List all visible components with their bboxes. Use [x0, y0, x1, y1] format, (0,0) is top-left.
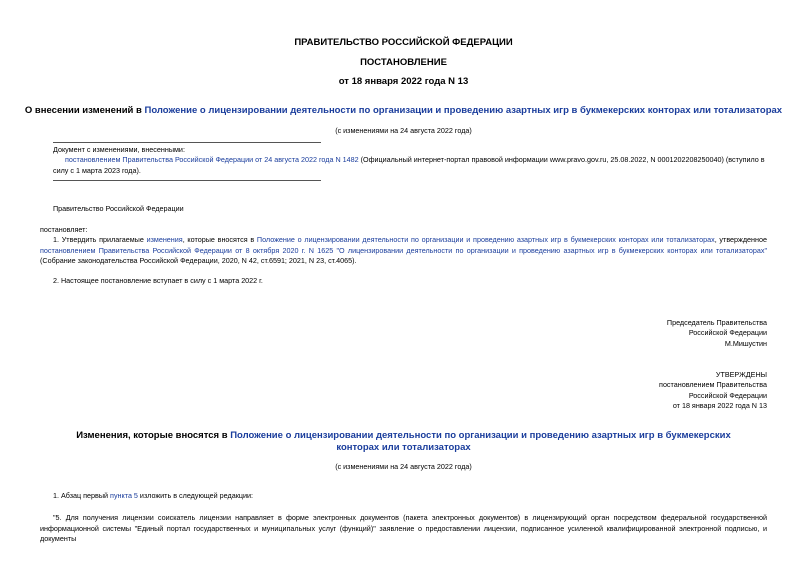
signature-name: М.Мишустин	[724, 339, 767, 348]
decree-1625-link[interactable]: постановлением Правительства Российской Федерации от 8 октября 2020 г. N 1625 "О лицензировании деятельности по организации и проведению азартных игр в букмекерских конторах или тотализаторах"	[40, 245, 767, 255]
changes-box-label: Документ с изменениями, внесенными:	[53, 145, 185, 154]
changes-box-top-rule	[53, 142, 321, 143]
changes-box-rest: (Официальный интернет-портал правовой информации www.pravo.gov.ru, 25.08.2022, N 0001202208250040) (вступило в силу с 1 марта 2023 года).	[53, 155, 765, 175]
changes-box-text	[53, 155, 767, 176]
paragraph-2: 2. Настоящее постановление вступает в силу с 1 марта 2022 г.	[53, 276, 263, 285]
amendment-note: (с изменениями на 24 августа 2022 года)	[335, 126, 472, 135]
approved-heading: УТВЕРЖДЕНЫ	[715, 370, 767, 379]
title-prefix: О внесении изменений в	[24, 105, 145, 116]
title-regulation-link[interactable]: Положение о лицензировании деятельности по организации и проведению азартных игр в букмекерских конторах или тотализаторах	[144, 105, 783, 116]
document-title	[0, 105, 807, 116]
government-heading: ПРАВИТЕЛЬСТВО РОССИЙСКОЙ ФЕДЕРАЦИИ	[294, 37, 513, 48]
document-type: ПОСТАНОВЛЕНИЕ	[360, 57, 447, 68]
p1-text-c: , утвержденное	[714, 235, 767, 244]
document-date-number: от 18 января 2022 года N 13	[338, 76, 469, 87]
paragraph-1	[40, 235, 767, 267]
approved-line-3: Российской Федерации	[688, 391, 767, 400]
changes-title-regulation-link[interactable]: Положение о лицензировании деятельности по организации и проведению азартных игр в букмекерских конторах или тотализаторах	[230, 430, 731, 453]
regulation-link[interactable]: Положение о лицензировании деятельности по организации и проведению азартных игр в букмекерских конторах или тотализаторах	[256, 235, 715, 244]
amending-decree-link[interactable]: постановлением Правительства Российской Федерации от 24 августа 2022 года N 1482	[65, 155, 359, 164]
quoted-paragraph-5: "5. Для получения лицензии соискатель лицензии направляет в форме электронных документов (пакета электронных документов) в лицензирующий орган посредством федеральной государственной информационной системы "Единый портал государственных и муниципальных услуг (функций)" заявление о предоставлении лицензии, подписанное усиленной квалифицированной электронной подписью, и документы	[40, 513, 767, 543]
approved-line-4: от 18 января 2022 года N 13	[672, 401, 767, 410]
p1-text-a: 1. Утвердить прилагаемые	[53, 235, 147, 244]
changes-amendment-note: (с изменениями на 24 августа 2022 года)	[335, 462, 472, 471]
signature-title: Председатель Правительства	[666, 318, 767, 327]
changes-box-bottom-rule	[53, 180, 321, 181]
item-1	[53, 491, 253, 502]
changes-title	[60, 430, 747, 454]
changes-link[interactable]: изменения	[146, 235, 183, 244]
government-label: Правительство Российской Федерации	[53, 204, 184, 213]
changes-title-prefix: Изменения, которые вносятся в	[76, 430, 231, 441]
point-5-link[interactable]: пункта 5	[110, 491, 138, 500]
approved-line-2: постановлением Правительства	[659, 380, 767, 389]
item-1-text-a: 1. Абзац первый	[53, 491, 111, 500]
p1-text-b: , которые вносятся в	[182, 235, 257, 244]
decrees-label: постановляет:	[40, 225, 88, 234]
item-1-text-b: изложить в следующей редакции:	[137, 491, 253, 500]
signature-org: Российской Федерации	[688, 328, 767, 337]
p1-text-d: (Собрание законодательства Российской Федерации, 2020, N 42, ст.6591; 2021, N 23, ст.4065).	[40, 256, 357, 265]
